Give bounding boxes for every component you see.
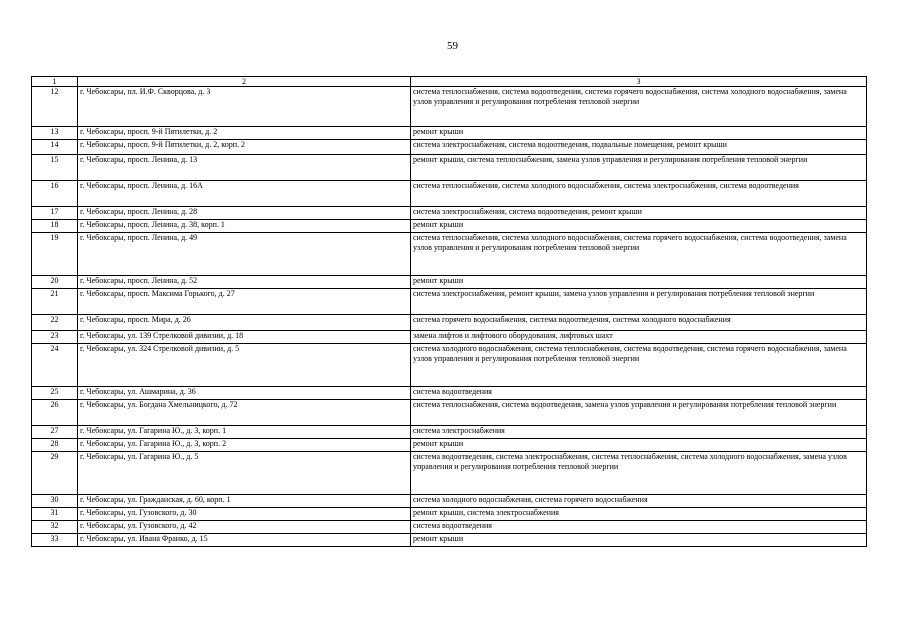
works-cell: ремонт крыши, система теплоснабжения, замена узлов управления и регулирования потребления тепловой энергии (411, 155, 867, 181)
works-cell: ремонт крыши (411, 220, 867, 233)
works-cell: система теплоснабжения, система холодного водоснабжения, система электроснабжения, система водоотведения (411, 181, 867, 207)
works-cell: замена лифтов и лифтового оборудования, лифтовых шахт (411, 331, 867, 344)
table-row (32, 508, 867, 521)
address-cell: г. Чебоксары, ул. Гузовского, д. 30 (78, 508, 411, 521)
works-cell: ремонт крыши (411, 439, 867, 452)
table-row (32, 127, 867, 140)
row-number-cell: 27 (32, 426, 78, 439)
works-cell: система теплоснабжения, система водоотведения, система горячего водоснабжения, система холодного водоснабжения, замена узлов управления и регулирования потребления тепловой энергии (411, 87, 867, 127)
row-number-cell: 23 (32, 331, 78, 344)
row-number-cell: 16 (32, 181, 78, 207)
table-row (32, 452, 867, 495)
table-row (32, 387, 867, 400)
table-row (32, 233, 867, 276)
table-row (32, 181, 867, 207)
row-number-cell: 13 (32, 127, 78, 140)
row-number-cell: 29 (32, 452, 78, 495)
row-number-cell: 30 (32, 495, 78, 508)
table-row (32, 495, 867, 508)
row-number-cell: 12 (32, 87, 78, 127)
address-cell: г. Чебоксары, ул. Гражданская, д. 60, корп. 1 (78, 495, 411, 508)
row-number-cell: 26 (32, 400, 78, 426)
row-number-cell: 21 (32, 289, 78, 315)
address-cell: г. Чебоксары, просп. 9-й Пятилетки, д. 2 (78, 127, 411, 140)
row-number-cell: 15 (32, 155, 78, 181)
works-cell: ремонт крыши, система электроснабжения (411, 508, 867, 521)
works-cell: система водоотведения (411, 521, 867, 534)
address-cell: г. Чебоксары, ул. Ивана Франко, д. 15 (78, 534, 411, 547)
table-row (32, 155, 867, 181)
table-row (32, 220, 867, 233)
works-cell: система водоотведения (411, 387, 867, 400)
address-cell: г. Чебоксары, просп. Ленина, д. 13 (78, 155, 411, 181)
page-number: 59 (447, 40, 458, 52)
works-cell: система электроснабжения, ремонт крыши, замена узлов управления и регулирования потребления тепловой энергии (411, 289, 867, 315)
table-row (32, 87, 867, 127)
works-cell: ремонт крыши (411, 534, 867, 547)
address-cell: г. Чебоксары, ул. Ашмарина, д. 36 (78, 387, 411, 400)
table-row (32, 426, 867, 439)
row-number-cell: 28 (32, 439, 78, 452)
works-cell: система водоотведения, система электроснабжения, система теплоснабжения, система холодного водоснабжения, замена узлов управления и регулирования потребления тепловой энергии (411, 452, 867, 495)
row-number-cell: 19 (32, 233, 78, 276)
row-number-cell: 25 (32, 387, 78, 400)
address-cell: г. Чебоксары, просп. Ленина, д. 28 (78, 207, 411, 220)
row-number-cell: 24 (32, 344, 78, 387)
table-row (32, 344, 867, 387)
table-row (32, 276, 867, 289)
works-cell: система горячего водоснабжения, система водоотведения, система холодного водоснабжения (411, 315, 867, 331)
works-table (31, 76, 867, 547)
row-number-cell: 20 (32, 276, 78, 289)
row-number-cell: 31 (32, 508, 78, 521)
row-number-cell: 14 (32, 140, 78, 155)
address-cell: г. Чебоксары, ул. 324 Стрелковой дивизии, д. 5 (78, 344, 411, 387)
works-cell: ремонт крыши (411, 127, 867, 140)
address-cell: г. Чебоксары, ул. Гагарина Ю., д. 3, корп. 1 (78, 426, 411, 439)
works-cell: система теплоснабжения, система холодного водоснабжения, система горячего водоснабжения, система водоотведения, замена узлов управления и регулирования потребления тепловой энергии (411, 233, 867, 276)
address-cell: г. Чебоксары, просп. 9-й Пятилетки, д. 2, корп. 2 (78, 140, 411, 155)
header-cell-works: 3 (411, 77, 867, 87)
table-row (32, 331, 867, 344)
table-row (32, 315, 867, 331)
address-cell: г. Чебоксары, ул. Гагарина Ю., д. 5 (78, 452, 411, 495)
row-number-cell: 22 (32, 315, 78, 331)
works-cell: система теплоснабжения, система водоотведения, замена узлов управления и регулирования потребления тепловой энергии (411, 400, 867, 426)
table-row (32, 140, 867, 155)
table-header-row (32, 77, 867, 87)
works-cell: система холодного водоснабжения, система горячего водоснабжения (411, 495, 867, 508)
row-number-cell: 18 (32, 220, 78, 233)
table-body (32, 77, 867, 547)
table-row (32, 439, 867, 452)
table-row (32, 207, 867, 220)
works-cell: система электроснабжения, система водоотведения, подвальные помещения, ремонт крыши (411, 140, 867, 155)
address-cell: г. Чебоксары, просп. Ленина, д. 49 (78, 233, 411, 276)
row-number-cell: 17 (32, 207, 78, 220)
table-row (32, 534, 867, 547)
table-row (32, 521, 867, 534)
works-cell: система электроснабжения, система водоотведения, ремонт крыши (411, 207, 867, 220)
header-cell-address: 2 (78, 77, 411, 87)
works-cell: ремонт крыши (411, 276, 867, 289)
address-cell: г. Чебоксары, пл. И.Ф. Скворцова, д. 3 (78, 87, 411, 127)
address-cell: г. Чебоксары, просп. Ленина, д. 52 (78, 276, 411, 289)
address-cell: г. Чебоксары, ул. Гагарина Ю., д. 3, корп. 2 (78, 439, 411, 452)
header-cell-number: 1 (32, 77, 78, 87)
address-cell: г. Чебоксары, просп. Максима Горького, д. 27 (78, 289, 411, 315)
row-number-cell: 32 (32, 521, 78, 534)
table-row (32, 289, 867, 315)
address-cell: г. Чебоксары, просп. Ленина, д. 38, корп. 1 (78, 220, 411, 233)
address-cell: г. Чебоксары, просп. Мира, д. 26 (78, 315, 411, 331)
address-cell: г. Чебоксары, ул. Богдана Хмельницкого, д. 72 (78, 400, 411, 426)
address-cell: г. Чебоксары, ул. Гузовского, д. 42 (78, 521, 411, 534)
table-row (32, 400, 867, 426)
works-cell: система холодного водоснабжения, система теплоснабжения, система водоотведения, система горячего водоснабжения, замена узлов управления и регулирования потребления тепловой энергии (411, 344, 867, 387)
row-number-cell: 33 (32, 534, 78, 547)
works-cell: система электроснабжения (411, 426, 867, 439)
address-cell: г. Чебоксары, просп. Ленина, д. 16А (78, 181, 411, 207)
address-cell: г. Чебоксары, ул. 139 Стрелковой дивизии, д. 18 (78, 331, 411, 344)
